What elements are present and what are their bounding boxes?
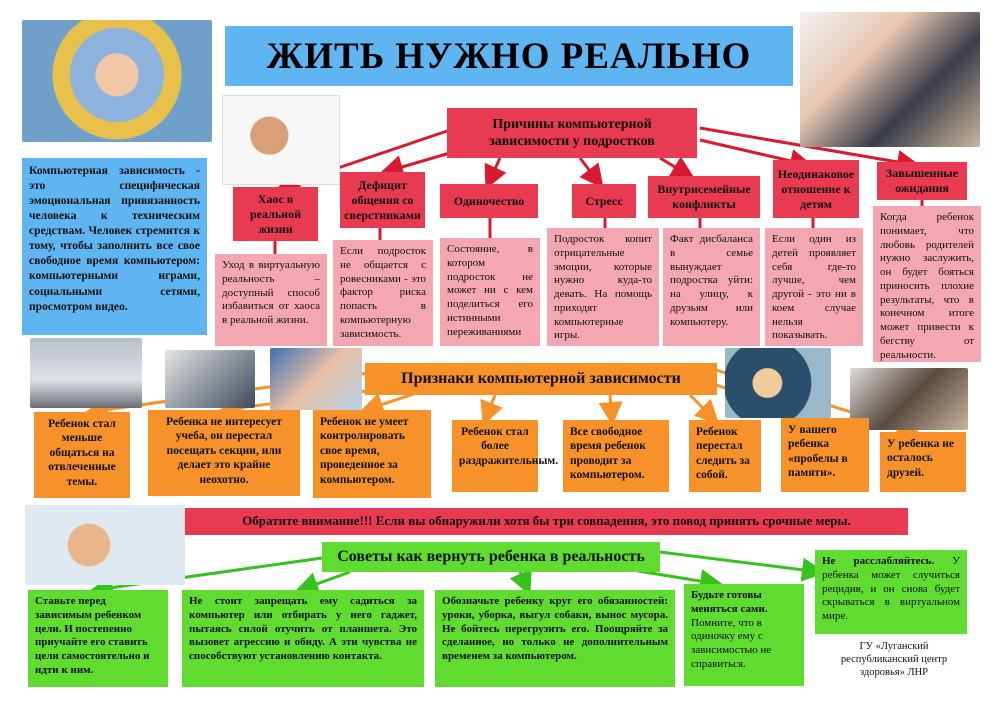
cause-text-communication: Если подросток не общается с ровесниками - это фактор риска попасть в компьютерную зависимость. — [333, 240, 433, 346]
photo-child-tablet — [25, 505, 185, 585]
warning-text: Обратите внимание!!! Если вы обнаружили хотя бы три совпадения, это повод принять срочные меры. — [242, 513, 851, 529]
page-title-banner — [225, 26, 793, 86]
photo-girl-laptop — [800, 12, 980, 147]
advice-set-goals: Ставьте перед зависимым ребенком цели. И постепенно приучайте его ставить цели самостоятельно и идти к ним. — [28, 590, 168, 687]
sign-no-friends: У ребенка не осталось друзей. — [880, 432, 966, 492]
cause-text-family-conflicts: Факт дисбаланса в семье вынуждает подростка уйти: на улицу, к друзьям или компьютеру. — [663, 228, 760, 346]
sign-no-time-control: Ребенок не умеет контролировать свое время, проведенное за компьютером. — [313, 410, 431, 498]
photo-kids-circle — [22, 20, 212, 142]
cause-label-stress: Стресс — [572, 184, 636, 218]
page-title: ЖИТЬ НУЖНО РЕАЛЬНО — [266, 35, 752, 77]
advice-duties: Обозначьте ребенку круг его обязанностей: уроки, уборка, выгул собаки, вынос мусора. Не бойтесь перегрузить его. Поощряйте за сделанное, но только не дополнительным временем за компьютером. — [435, 590, 675, 687]
sign-less-talking: Ребенок стал меньше общаться на отвлеченные темы. — [34, 412, 130, 498]
advice-title: Советы как вернуть ребенка в реальность — [337, 548, 645, 565]
advice-change-yourself: Будьте готовы меняться сами. Помните, что в одиночку ему с зависимостью не справиться. — [684, 584, 804, 686]
advice-dont-forbid: Не стоит запрещать ему садиться за компьютер или отбирать у него гаджет, пытаясь силой отучить от планшета. Это вызовет агрессию и обиду. А эти чувства не способствуют установлению контакта. — [182, 590, 424, 687]
sign-irritable: Ребенок стал более раздражительным. — [452, 420, 538, 492]
warning-banner — [185, 508, 908, 535]
cause-text-loneliness: Состояние, в котором подросток не может ни с кем поделиться его истинными переживаниями — [440, 238, 540, 346]
cause-text-unequal-treatment: Если один из детей проявляет себя где-то лучше, чем другой - это ни в коем случае нельзя показывать. — [765, 228, 863, 346]
photo-child-city — [30, 338, 142, 408]
sign-no-interest-study: Ребенка не интересует учеба, он перестал посещать секции, или делает это крайне неохотно. — [148, 410, 300, 496]
advice-header — [322, 542, 660, 572]
cause-label-communication: Дефицит общения со сверстниками — [340, 172, 425, 228]
sign-memory-gaps: У вашего ребенка «пробелы в памяти». — [781, 418, 869, 492]
advice-dont-relax: Не расслабляйтесь. У ребенка может случиться рецидив, и он снова будет скрываться в виртуальном мире. — [815, 550, 967, 634]
signs-title: Признаки компьютерной зависимости — [401, 370, 681, 387]
causes-header — [447, 108, 697, 158]
photo-mother-child — [270, 348, 362, 410]
definition-text: Компьютерная зависимость - это специфическая эмоциональная привязанность человека к техническим средствам. Человек стремится к тому, чтобы заполнить все свое свободное время компьютером: компьютерными играми, социальными сетями, просмотром видео. — [29, 164, 200, 313]
cause-label-expectations: Завышенные ожидания — [877, 162, 967, 200]
sign-self-neglect: Ребенок перестал следить за собой. — [689, 420, 761, 492]
footer-credit: ГУ «Луганский республиканский центр здоровья» ЛНР — [840, 641, 948, 679]
signs-header — [365, 363, 717, 395]
cause-text-expectations: Когда ребенок понимает, что любовь родителей нужно заслужить, он будет бояться приносить плохие результаты, что в конечном итоге может привести к бегству от реальности. — [873, 206, 981, 362]
cause-label-unequal-treatment: Неодинаковое отношение к детям — [773, 160, 859, 218]
photo-boy-screen — [725, 348, 831, 418]
cause-label-chaos: Хаос в реальной жизни — [233, 187, 318, 241]
cause-text-chaos: Уход в виртуальную реальность – доступный способ избавиться от хаоса в реальной жизни. — [215, 254, 327, 346]
photo-child-glasses — [165, 350, 255, 408]
cause-label-family-conflicts: Внутрисемейные конфликты — [648, 176, 760, 218]
definition-box — [22, 158, 207, 335]
cause-label-loneliness: Одиночество — [440, 184, 538, 218]
cause-text-stress: Подросток копит отрицательные эмоции, которые нужно куда-то девать. На помощь приходят компьютерные игры. — [547, 228, 659, 346]
causes-title: Причины компьютерной зависимости у подростков — [489, 116, 655, 149]
sign-all-free-time: Все свободное время ребенок проводит за компьютером. — [563, 420, 669, 492]
photo-girl-stressed — [222, 95, 340, 185]
